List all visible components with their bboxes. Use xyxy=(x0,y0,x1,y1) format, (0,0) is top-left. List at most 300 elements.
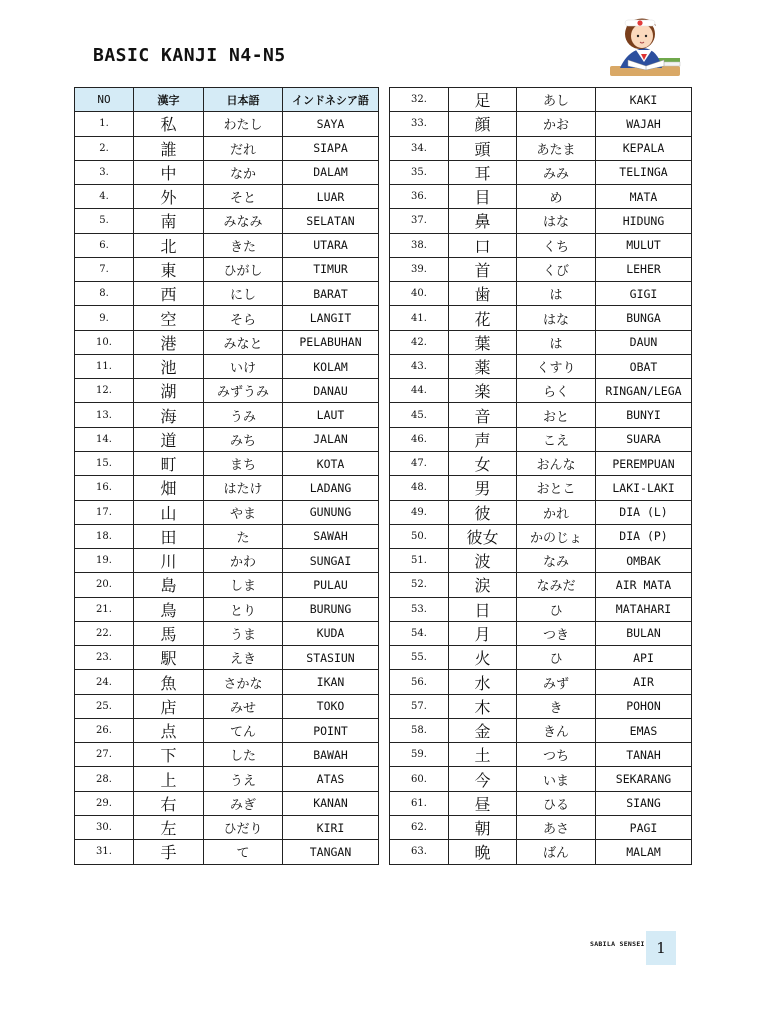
row-number: 49. xyxy=(390,500,449,524)
row-number: 11. xyxy=(75,354,134,378)
row-number: 44. xyxy=(390,379,449,403)
row-number: 23. xyxy=(75,646,134,670)
meaning-cell: LUAR xyxy=(283,185,379,209)
kanji-cell: 駅 xyxy=(134,646,204,670)
meaning-cell: KIRI xyxy=(283,815,379,839)
kanji-cell: 薬 xyxy=(449,354,517,378)
table-row xyxy=(75,354,379,378)
meaning-cell: KANAN xyxy=(283,791,379,815)
kanji-cell: 葉 xyxy=(449,330,517,354)
kanji-cell: 右 xyxy=(134,791,204,815)
meaning-cell: AIR xyxy=(596,670,692,694)
header-no: NO xyxy=(75,88,134,112)
row-number: 58. xyxy=(390,718,449,742)
table-row xyxy=(390,282,692,306)
table-row xyxy=(75,451,379,475)
meaning-cell: KEPALA xyxy=(596,136,692,160)
meaning-cell: GIGI xyxy=(596,282,692,306)
row-number: 36. xyxy=(390,185,449,209)
row-number: 60. xyxy=(390,767,449,791)
kanji-cell: 波 xyxy=(449,549,517,573)
meaning-cell: JALAN xyxy=(283,427,379,451)
table-row xyxy=(390,136,692,160)
kanji-cell: 土 xyxy=(449,743,517,767)
reading-cell: かお xyxy=(517,112,596,136)
kanji-cell: 私 xyxy=(134,112,204,136)
row-number: 6. xyxy=(75,233,134,257)
table-row xyxy=(390,743,692,767)
row-number: 55. xyxy=(390,646,449,670)
row-number: 12. xyxy=(75,379,134,403)
reading-cell: つき xyxy=(517,621,596,645)
kanji-cell: 左 xyxy=(134,815,204,839)
kanji-cell: 声 xyxy=(449,427,517,451)
meaning-cell: BAWAH xyxy=(283,743,379,767)
kanji-cell: 歯 xyxy=(449,282,517,306)
table-row xyxy=(75,597,379,621)
reading-cell: きた xyxy=(204,233,283,257)
kanji-cell: 花 xyxy=(449,306,517,330)
row-number: 3. xyxy=(75,160,134,184)
reading-cell: は xyxy=(517,330,596,354)
row-number: 50. xyxy=(390,524,449,548)
meaning-cell: BARAT xyxy=(283,282,379,306)
table-row xyxy=(75,743,379,767)
row-number: 17. xyxy=(75,500,134,524)
row-number: 56. xyxy=(390,670,449,694)
row-number: 37. xyxy=(390,209,449,233)
reading-cell: あし xyxy=(517,88,596,112)
row-number: 43. xyxy=(390,354,449,378)
header-kanji: 漢字 xyxy=(134,88,204,112)
kanji-cell: 北 xyxy=(134,233,204,257)
kanji-cell: 涙 xyxy=(449,573,517,597)
table-row xyxy=(390,840,692,864)
meaning-cell: DIA (L) xyxy=(596,500,692,524)
kanji-cell: 彼 xyxy=(449,500,517,524)
table-row xyxy=(75,791,379,815)
table-row xyxy=(390,330,692,354)
reading-cell: そと xyxy=(204,185,283,209)
reading-cell: くび xyxy=(517,257,596,281)
reading-cell: あさ xyxy=(517,815,596,839)
meaning-cell: SIAPA xyxy=(283,136,379,160)
reading-cell: はたけ xyxy=(204,476,283,500)
reading-cell: なみ xyxy=(517,549,596,573)
reading-cell: にし xyxy=(204,282,283,306)
reading-cell: きん xyxy=(517,718,596,742)
kanji-cell: 鼻 xyxy=(449,209,517,233)
reading-cell: しま xyxy=(204,573,283,597)
reading-cell: てん xyxy=(204,718,283,742)
reading-cell: おとこ xyxy=(517,476,596,500)
meaning-cell: PULAU xyxy=(283,573,379,597)
kanji-cell: 足 xyxy=(449,88,517,112)
meaning-cell: MATAHARI xyxy=(596,597,692,621)
row-number: 18. xyxy=(75,524,134,548)
kanji-table-left xyxy=(74,87,379,865)
meaning-cell: API xyxy=(596,646,692,670)
kanji-cell: 馬 xyxy=(134,621,204,645)
row-number: 61. xyxy=(390,791,449,815)
kanji-table-right xyxy=(389,87,692,865)
table-row xyxy=(390,379,692,403)
reading-cell: いま xyxy=(517,767,596,791)
student-reading-book-icon xyxy=(606,6,684,78)
table-row xyxy=(390,427,692,451)
table-row xyxy=(390,306,692,330)
reading-cell: て xyxy=(204,840,283,864)
reading-cell: うみ xyxy=(204,403,283,427)
row-number: 28. xyxy=(75,767,134,791)
kanji-cell: 首 xyxy=(449,257,517,281)
row-number: 30. xyxy=(75,815,134,839)
header-indonesia: インドネシア語 xyxy=(283,88,379,112)
row-number: 24. xyxy=(75,670,134,694)
row-number: 10. xyxy=(75,330,134,354)
row-number: 53. xyxy=(390,597,449,621)
kanji-cell: 中 xyxy=(134,160,204,184)
reading-cell: みず xyxy=(517,670,596,694)
reading-cell: さかな xyxy=(204,670,283,694)
table-row xyxy=(75,160,379,184)
table-row xyxy=(75,670,379,694)
row-number: 47. xyxy=(390,451,449,475)
kanji-cell: 楽 xyxy=(449,379,517,403)
row-number: 7. xyxy=(75,257,134,281)
row-number: 5. xyxy=(75,209,134,233)
table-row xyxy=(75,621,379,645)
meaning-cell: AIR MATA xyxy=(596,573,692,597)
table-row xyxy=(390,451,692,475)
kanji-cell: 東 xyxy=(134,257,204,281)
kanji-cell: 彼女 xyxy=(449,524,517,548)
meaning-cell: KAKI xyxy=(596,88,692,112)
table-row xyxy=(75,185,379,209)
row-number: 21. xyxy=(75,597,134,621)
meaning-cell: MATA xyxy=(596,185,692,209)
row-number: 13. xyxy=(75,403,134,427)
row-number: 63. xyxy=(390,840,449,864)
kanji-cell: 港 xyxy=(134,330,204,354)
kanji-cell: 田 xyxy=(134,524,204,548)
kanji-table-right-body xyxy=(390,88,692,865)
row-number: 35. xyxy=(390,160,449,184)
meaning-cell: MALAM xyxy=(596,840,692,864)
reading-cell: つち xyxy=(517,743,596,767)
table-row xyxy=(75,257,379,281)
reading-cell: そら xyxy=(204,306,283,330)
table-row xyxy=(390,257,692,281)
table-row xyxy=(390,524,692,548)
table-row xyxy=(75,233,379,257)
reading-cell: わたし xyxy=(204,112,283,136)
table-row xyxy=(75,718,379,742)
reading-cell: はな xyxy=(517,209,596,233)
kanji-cell: 下 xyxy=(134,743,204,767)
reading-cell: うえ xyxy=(204,767,283,791)
reading-cell: くち xyxy=(517,233,596,257)
kanji-cell: 点 xyxy=(134,718,204,742)
row-number: 4. xyxy=(75,185,134,209)
row-number: 15. xyxy=(75,451,134,475)
meaning-cell: IKAN xyxy=(283,670,379,694)
meaning-cell: KOLAM xyxy=(283,354,379,378)
table-row xyxy=(390,767,692,791)
table-row xyxy=(75,379,379,403)
row-number: 29. xyxy=(75,791,134,815)
kanji-cell: 空 xyxy=(134,306,204,330)
meaning-cell: EMAS xyxy=(596,718,692,742)
meaning-cell: KUDA xyxy=(283,621,379,645)
table-row xyxy=(75,112,379,136)
meaning-cell: POHON xyxy=(596,694,692,718)
kanji-cell: 海 xyxy=(134,403,204,427)
meaning-cell: MULUT xyxy=(596,233,692,257)
table-row xyxy=(390,549,692,573)
row-number: 48. xyxy=(390,476,449,500)
reading-cell: なか xyxy=(204,160,283,184)
kanji-cell: 月 xyxy=(449,621,517,645)
meaning-cell: TELINGA xyxy=(596,160,692,184)
meaning-cell: WAJAH xyxy=(596,112,692,136)
kanji-cell: 顔 xyxy=(449,112,517,136)
table-row xyxy=(75,815,379,839)
reading-cell: らく xyxy=(517,379,596,403)
table-row xyxy=(390,791,692,815)
row-number: 20. xyxy=(75,573,134,597)
reading-cell: め xyxy=(517,185,596,209)
kanji-cell: 山 xyxy=(134,500,204,524)
table-row xyxy=(75,694,379,718)
meaning-cell: LANGIT xyxy=(283,306,379,330)
table-row xyxy=(390,403,692,427)
reading-cell: みなみ xyxy=(204,209,283,233)
row-number: 40. xyxy=(390,282,449,306)
kanji-cell: 火 xyxy=(449,646,517,670)
reading-cell: ひだり xyxy=(204,815,283,839)
row-number: 14. xyxy=(75,427,134,451)
kanji-cell: 口 xyxy=(449,233,517,257)
reading-cell: ひがし xyxy=(204,257,283,281)
meaning-cell: LADANG xyxy=(283,476,379,500)
table-row xyxy=(390,88,692,112)
reading-cell: はな xyxy=(517,306,596,330)
row-number: 25. xyxy=(75,694,134,718)
meaning-cell: RINGAN/LEGA xyxy=(596,379,692,403)
row-number: 52. xyxy=(390,573,449,597)
reading-cell: うま xyxy=(204,621,283,645)
meaning-cell: PEREMPUAN xyxy=(596,451,692,475)
reading-cell: かわ xyxy=(204,549,283,573)
reading-cell: みち xyxy=(204,427,283,451)
meaning-cell: PAGI xyxy=(596,815,692,839)
table-row xyxy=(75,524,379,548)
reading-cell: なみだ xyxy=(517,573,596,597)
reading-cell: き xyxy=(517,694,596,718)
row-number: 41. xyxy=(390,306,449,330)
reading-cell: は xyxy=(517,282,596,306)
kanji-cell: 男 xyxy=(449,476,517,500)
meaning-cell: SIANG xyxy=(596,791,692,815)
table-row xyxy=(390,646,692,670)
meaning-cell: KOTA xyxy=(283,451,379,475)
kanji-cell: 魚 xyxy=(134,670,204,694)
page-title: BASIC KANJI N4-N5 xyxy=(93,45,286,66)
page-number: 1 xyxy=(646,931,676,965)
row-number: 59. xyxy=(390,743,449,767)
meaning-cell: UTARA xyxy=(283,233,379,257)
row-number: 46. xyxy=(390,427,449,451)
table-row xyxy=(75,646,379,670)
table-row xyxy=(75,500,379,524)
meaning-cell: OMBAK xyxy=(596,549,692,573)
row-number: 31. xyxy=(75,840,134,864)
reading-cell: みせ xyxy=(204,694,283,718)
table-row xyxy=(75,330,379,354)
meaning-cell: LAKI-LAKI xyxy=(596,476,692,500)
meaning-cell: SEKARANG xyxy=(596,767,692,791)
header-nihongo: 日本語 xyxy=(204,88,283,112)
meaning-cell: BULAN xyxy=(596,621,692,645)
reading-cell: だれ xyxy=(204,136,283,160)
row-number: 16. xyxy=(75,476,134,500)
row-number: 26. xyxy=(75,718,134,742)
reading-cell: みなと xyxy=(204,330,283,354)
row-number: 57. xyxy=(390,694,449,718)
reading-cell: とり xyxy=(204,597,283,621)
meaning-cell: STASIUN xyxy=(283,646,379,670)
row-number: 45. xyxy=(390,403,449,427)
meaning-cell: SAWAH xyxy=(283,524,379,548)
meaning-cell: SELATAN xyxy=(283,209,379,233)
reading-cell: みずうみ xyxy=(204,379,283,403)
row-number: 27. xyxy=(75,743,134,767)
kanji-cell: 鳥 xyxy=(134,597,204,621)
meaning-cell: BUNYI xyxy=(596,403,692,427)
meaning-cell: PELABUHAN xyxy=(283,330,379,354)
reading-cell: ひる xyxy=(517,791,596,815)
kanji-cell: 今 xyxy=(449,767,517,791)
table-row xyxy=(75,427,379,451)
table-row xyxy=(390,209,692,233)
table-row xyxy=(75,136,379,160)
row-number: 9. xyxy=(75,306,134,330)
reading-cell: かれ xyxy=(517,500,596,524)
kanji-cell: 南 xyxy=(134,209,204,233)
row-number: 33. xyxy=(390,112,449,136)
reading-cell: ひ xyxy=(517,646,596,670)
author-name: SABILA SENSEI xyxy=(590,940,645,948)
meaning-cell: SAYA xyxy=(283,112,379,136)
table-row xyxy=(390,718,692,742)
table-row xyxy=(75,282,379,306)
reading-cell: ばん xyxy=(517,840,596,864)
row-number: 38. xyxy=(390,233,449,257)
reading-cell: やま xyxy=(204,500,283,524)
row-number: 8. xyxy=(75,282,134,306)
meaning-cell: BURUNG xyxy=(283,597,379,621)
kanji-cell: 池 xyxy=(134,354,204,378)
kanji-cell: 誰 xyxy=(134,136,204,160)
kanji-cell: 目 xyxy=(449,185,517,209)
table-row xyxy=(75,549,379,573)
table-header-row xyxy=(75,88,379,112)
table-row xyxy=(390,500,692,524)
meaning-cell: DANAU xyxy=(283,379,379,403)
kanji-cell: 道 xyxy=(134,427,204,451)
reading-cell: まち xyxy=(204,451,283,475)
meaning-cell: SUARA xyxy=(596,427,692,451)
meaning-cell: TANAH xyxy=(596,743,692,767)
row-number: 39. xyxy=(390,257,449,281)
meaning-cell: SUNGAI xyxy=(283,549,379,573)
row-number: 2. xyxy=(75,136,134,160)
reading-cell: みみ xyxy=(517,160,596,184)
meaning-cell: DALAM xyxy=(283,160,379,184)
kanji-table-left-body xyxy=(75,112,379,864)
reading-cell: こえ xyxy=(517,427,596,451)
kanji-cell: 水 xyxy=(449,670,517,694)
reading-cell: くすり xyxy=(517,354,596,378)
table-row xyxy=(390,694,692,718)
kanji-cell: 昼 xyxy=(449,791,517,815)
table-row xyxy=(390,233,692,257)
table-row xyxy=(390,597,692,621)
kanji-cell: 上 xyxy=(134,767,204,791)
kanji-cell: 金 xyxy=(449,718,517,742)
row-number: 1. xyxy=(75,112,134,136)
meaning-cell: HIDUNG xyxy=(596,209,692,233)
kanji-cell: 女 xyxy=(449,451,517,475)
reading-cell: おと xyxy=(517,403,596,427)
reading-cell: した xyxy=(204,743,283,767)
table-row xyxy=(390,354,692,378)
row-number: 22. xyxy=(75,621,134,645)
kanji-cell: 湖 xyxy=(134,379,204,403)
kanji-cell: 西 xyxy=(134,282,204,306)
kanji-cell: 晩 xyxy=(449,840,517,864)
table-row xyxy=(390,573,692,597)
table-row xyxy=(390,815,692,839)
table-row xyxy=(390,476,692,500)
kanji-cell: 耳 xyxy=(449,160,517,184)
table-row xyxy=(75,476,379,500)
meaning-cell: ATAS xyxy=(283,767,379,791)
kanji-cell: 畑 xyxy=(134,476,204,500)
kanji-cell: 朝 xyxy=(449,815,517,839)
row-number: 32. xyxy=(390,88,449,112)
reading-cell: た xyxy=(204,524,283,548)
row-number: 19. xyxy=(75,549,134,573)
kanji-cell: 川 xyxy=(134,549,204,573)
table-row xyxy=(75,573,379,597)
meaning-cell: DIA (P) xyxy=(596,524,692,548)
reading-cell: おんな xyxy=(517,451,596,475)
meaning-cell: TOKO xyxy=(283,694,379,718)
kanji-cell: 島 xyxy=(134,573,204,597)
meaning-cell: OBAT xyxy=(596,354,692,378)
meaning-cell: TIMUR xyxy=(283,257,379,281)
meaning-cell: BUNGA xyxy=(596,306,692,330)
reading-cell: えき xyxy=(204,646,283,670)
meaning-cell: TANGAN xyxy=(283,840,379,864)
table-row xyxy=(390,112,692,136)
reading-cell: あたま xyxy=(517,136,596,160)
reading-cell: いけ xyxy=(204,354,283,378)
table-row xyxy=(390,621,692,645)
kanji-cell: 手 xyxy=(134,840,204,864)
